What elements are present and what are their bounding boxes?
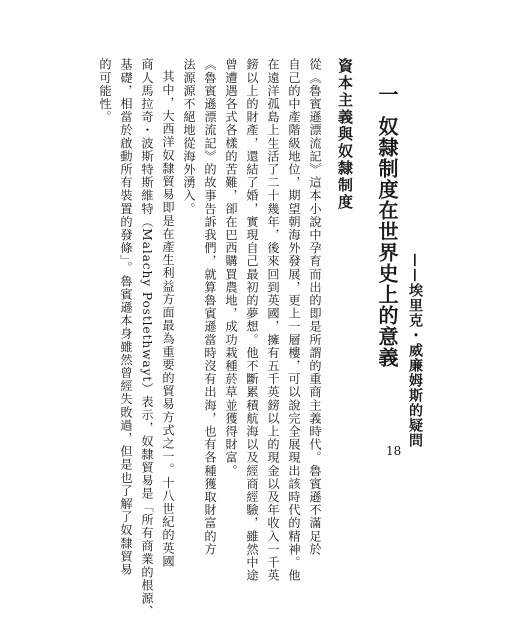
chapter-title: 奴隸制度在世界史上的意義 <box>375 116 399 368</box>
body-line: 曾遭遇各式各樣的苦難，卻在巴西購買農地，成功栽種菸草並獲得財富。 <box>224 58 238 478</box>
body-line: 法源源不絕地從海外湧入。 <box>182 58 196 216</box>
body-line: 在遠洋孤島上生活了二十幾年，後來回到英國，擁有五千英鎊以上的現金以及年收入一千英 <box>266 58 280 582</box>
body-line: 自己的中產階級地位，期望朝海外發展，更上一層樓，可以說完全展現出該時代的精神。他 <box>287 58 301 582</box>
page-number: 18 <box>386 444 402 458</box>
body-line: 商人馬拉奇・波斯特斯維特（Malachy Postlethwayt）表示，奴隸貿易是「所有商業的根源、 <box>140 58 154 618</box>
body-line: 其中，大西洋奴隸貿易即是在產生利益方面最為重要的貿易方式之一。十八世紀的英國 <box>161 70 175 568</box>
body-line: 從《魯賓遜漂流記》這本小說中孕育而出的即是所謂的重商主義時代。魯賓遜不滿足於 <box>308 58 322 556</box>
body-line: 基礎，相當於啟動所有裝置的發條」。魯賓遜本身雖然曾經失敗過，但是也了解了奴隸貿易 <box>119 58 133 576</box>
body-line: 鎊以上的財產，還結了婚，實現自己最初的夢想。他不斷累積航海以及經商經驗，雖然中途 <box>245 58 259 582</box>
section-title: 資本主義與奴隸制度 <box>336 58 354 211</box>
body-line: 《魯賓遜漂流記》的故事告訴我們，就算魯賓遜當時沒有出海，也有各種獲取財富的方 <box>203 58 217 556</box>
chapter-subtitle: ——埃里克・威廉姆斯的疑問 <box>407 253 423 448</box>
body-line: 的可能性。 <box>98 58 112 124</box>
chapter-number: 一 <box>375 84 399 106</box>
